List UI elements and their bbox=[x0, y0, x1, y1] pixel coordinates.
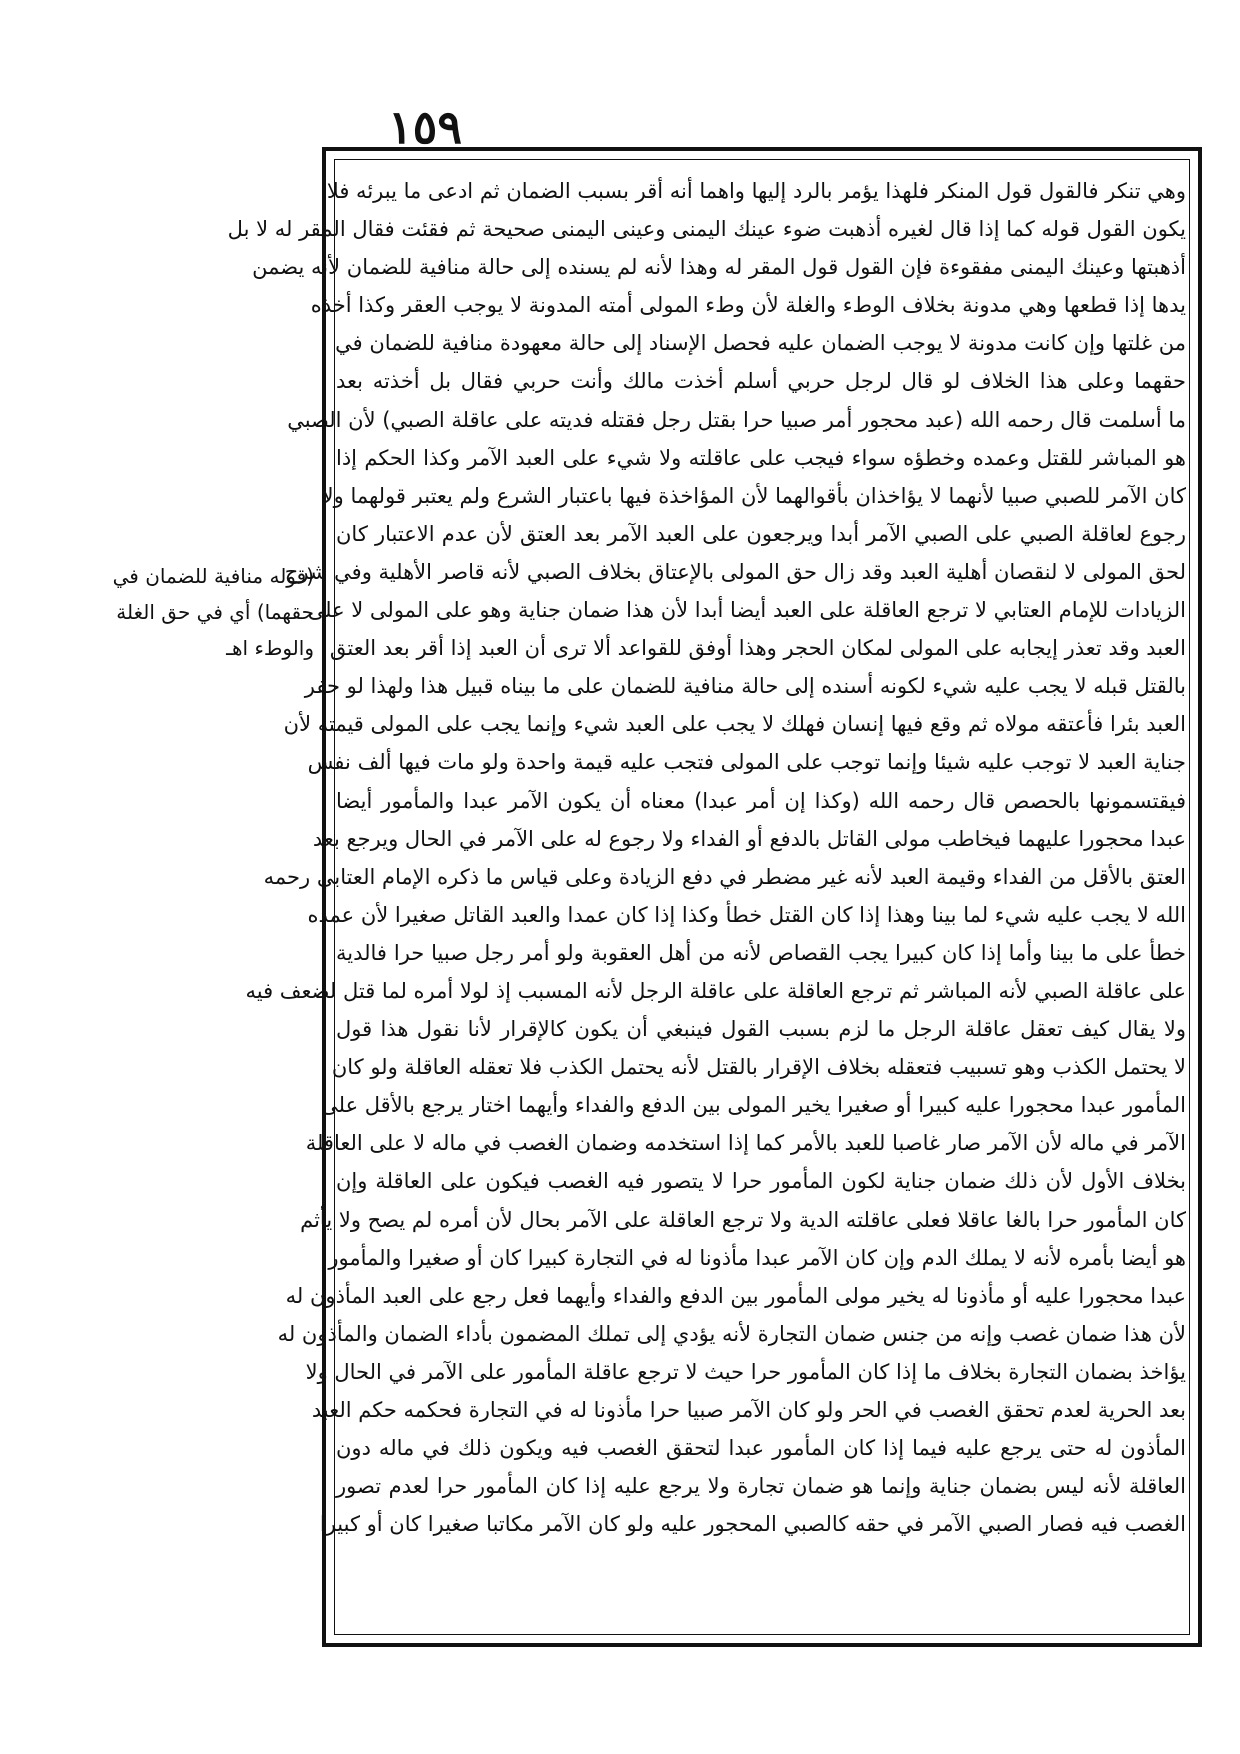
text-line: حقهما وعلى هذا الخلاف لو قال لرجل حربي أسلم أخذت مالك وأنت حربي فقال بل أخذته بعد bbox=[336, 369, 1186, 394]
text-line: خطأ على ما بينا وأما إذا كان كبيرا يجب القصاص لأنه من أهل العقوبة ولو أمر رجل صبيا حرا فالدية bbox=[336, 940, 1186, 965]
page-number: ١٥٩ bbox=[387, 100, 463, 154]
text-line: بخلاف الأول لأن ذلك ضمان جناية لكون المأمور حرا لا يتصور فيه الغصب فيكون على العاقلة وإن bbox=[336, 1169, 1186, 1194]
text-line: عبدا محجورا عليه أو مأذونا له يخير مولى المأمور بين الدفع والفداء وأيهما فعل رجع على العبد المأذون له bbox=[285, 1283, 1186, 1308]
text-line: الزيادات للإمام العتابي لا ترجع العاقلة على العبد أيضا أبدا لأن هذا ضمان جناية وهو على المولى لا على bbox=[307, 598, 1186, 623]
text-line: على عاقلة الصبي لأنه المباشر ثم ترجع العاقلة على عاقلة الرجل لأنه المسبب إذ لولا أمره لما قتل لضعف فيه bbox=[245, 978, 1186, 1003]
text-line: ولا يقال كيف تعقل عاقلة الرجل ما لزم بسبب القول فينبغي أن يكون كالإقرار لأنا نقول هذا قول bbox=[336, 1017, 1186, 1042]
text-line: أذهبتها وعينك اليمنى مفقوءة فإن القول قول المقر له وهذا لأنه لم يسنده إلى حالة منافية للضمان لأنه يضمن bbox=[252, 255, 1186, 280]
text-line: لحق المولى لا لنقصان أهلية العبد وقد زال حق المولى بالإعتاق بخلاف الصبي لأنه قاصر الأهلية وفي شرح bbox=[284, 559, 1186, 584]
text-line: المأمور عبدا محجورا عليه كبيرا أو صغيرا يخير المولى بين الدفع والفداء وأيهما اختار يرجع بالأقل على bbox=[321, 1093, 1186, 1118]
margin-note-line: (قوله منافية للضمان في bbox=[112, 564, 314, 588]
text-line: العبد وقد تعذر إيجابه على المولى لمكان الحجر وهذا أوفق للقواعد ألا ترى أن العبد إذا أقر بعد العتق bbox=[329, 636, 1186, 661]
text-line: العاقلة لأنه ليس بضمان جناية وإنما هو ضمان تجارة ولا يرجع عليه إذا كان المأمور حرا لعدم تصور bbox=[336, 1474, 1186, 1499]
text-line: لأن هذا ضمان غصب وإنه من جنس ضمان التجارة لأنه يؤدي إلى تملك المضمون بأداء الضمان والمأذون له bbox=[277, 1321, 1186, 1346]
text-line: يدها إذا قطعها وهي مدونة بخلاف الوطء والغلة لأن وطء المولى أمته المدونة لا يوجب العقر وكذا أخذه bbox=[310, 293, 1186, 318]
text-line: من غلتها وإن كانت مدونة لا يوجب الضمان عليه فحصل الإسناد إلى حالة معهودة منافية للضمان في bbox=[335, 331, 1186, 356]
text-line: العبد بئرا فأعتقه مولاه ثم وقع فيها إنسان فهلك لا يجب على العبد شيء وإنما يجب على المولى قيمته لأن bbox=[283, 712, 1186, 737]
text-line: يؤاخذ بضمان التجارة بخلاف ما إذا كان المأمور حرا حيث لا ترجع عاقلة المأمور على الآمر في الحال ولا bbox=[305, 1359, 1186, 1384]
text-line: يكون القول قوله كما إذا قال لغيره أذهبت ضوء عينك اليمنى وعينى اليمنى صحيحة ثم فقئت فقال المقر له لا بل bbox=[227, 217, 1186, 242]
text-line: كان المأمور حرا بالغا عاقلا فعلى عاقلته الدية ولا ترجع العاقلة على الآمر بحال لأن أمره لم يصح ولا يأثم bbox=[300, 1207, 1186, 1232]
text-line: هو أيضا بأمره لأنه لا يملك الدم وإن كان الآمر عبدا مأذونا له في التجارة كبيرا كان أو صغيرا والمأمور bbox=[328, 1245, 1186, 1270]
text-line: بعد الحرية لعدم تحقق الغصب في الحر ولو كان الآمر صبيا حرا مأذونا له في التجارة فحكمه حكم العبد bbox=[311, 1398, 1186, 1422]
text-line: الله لا يجب عليه شيء لما بينا وهذا إذا كان القتل خطأ وكذا إذا كان عمدا والعبد القاتل صغيرا لأن عمده bbox=[307, 902, 1186, 927]
text-line: الآمر في ماله لأن الآمر صار غاصبا للعبد بالأمر كما إذا استخدمه وضمان الغصب في ماله لا على العاقلة bbox=[305, 1131, 1186, 1156]
text-line: بالقتل قبله لا يجب عليه شيء لكونه أسنده إلى حالة منافية للضمان على ما بيناه قبيل هذا ولهذا لو حفر bbox=[304, 674, 1186, 699]
text-line: لا يحتمل الكذب وهو تسبيب فتعقله بخلاف الإقرار بالقتل لأنه يحتمل الكذب فلا تعقله العاقلة ولو كان bbox=[331, 1055, 1186, 1080]
text-line: العتق بالأقل من الفداء وقيمة العبد لأنه غير مضطر في دفع الزيادة وعلى قياس ما ذكره الإمام العتابي رحمه bbox=[263, 864, 1186, 889]
text-line: وهي تنكر فالقول قول المنكر فلهذا يؤمر بالرد إليها واهما أنه أقر بسبب الضمان ثم ادعى ما يبرئه فلا bbox=[326, 179, 1186, 203]
text-line: جناية العبد لا توجب عليه شيئا وإنما توجب على المولى فتجب عليه قيمة واحدة ولو مات فيها ألف نفس bbox=[307, 750, 1186, 775]
text-line: رجوع لعاقلة الصبي على الصبي الآمر أبدا ويرجعون على العبد الآمر بعد العتق لأن عدم الاعتبار كان bbox=[336, 521, 1186, 546]
text-line: كان الآمر للصبي صبيا لأنهما لا يؤاخذان بأقوالهما لأن المؤاخذة فيها باعتبار الشرع ولم يعتبر قولهما ولا bbox=[321, 483, 1186, 508]
margin-note-line: والوطء اهـ bbox=[226, 636, 314, 660]
text-line: هو المباشر للقتل وعمده وخطؤه سواء فيجب على عاقلته ولا شيء على العبد الآمر وكذا الحكم إذا bbox=[336, 445, 1186, 470]
text-line: ما أسلمت قال رحمه الله (عبد محجور أمر صبيا حرا بقتل رجل فقتله فديته على عاقلة الصبي) لأن الصبي bbox=[287, 407, 1186, 432]
margin-note-line: حقهما) أي في حق الغلة bbox=[116, 600, 314, 624]
margin-note bbox=[108, 558, 314, 666]
text-line: الغصب فيه فصار الصبي الآمر في حقه كالصبي المحجور عليه ولو كان الآمر مكاتبا صغيرا كان أو كبيرا bbox=[319, 1512, 1186, 1537]
text-line: عبدا محجورا عليهما فيخاطب مولى القاتل بالدفع أو الفداء ولا رجوع له على الآمر في الحال ويرجع بعد bbox=[312, 826, 1186, 851]
text-line: المأذون له حتى يرجع عليه فيما إذا كان المأمور عبدا لتحقق الغصب فيه ويكون ذلك في ماله دون bbox=[336, 1436, 1186, 1461]
text-line: فيقتسمونها بالحصص قال رحمه الله (وكذا إن أمر عبدا) معناه أن يكون الآمر عبدا والمأمور أيضا bbox=[336, 788, 1186, 813]
